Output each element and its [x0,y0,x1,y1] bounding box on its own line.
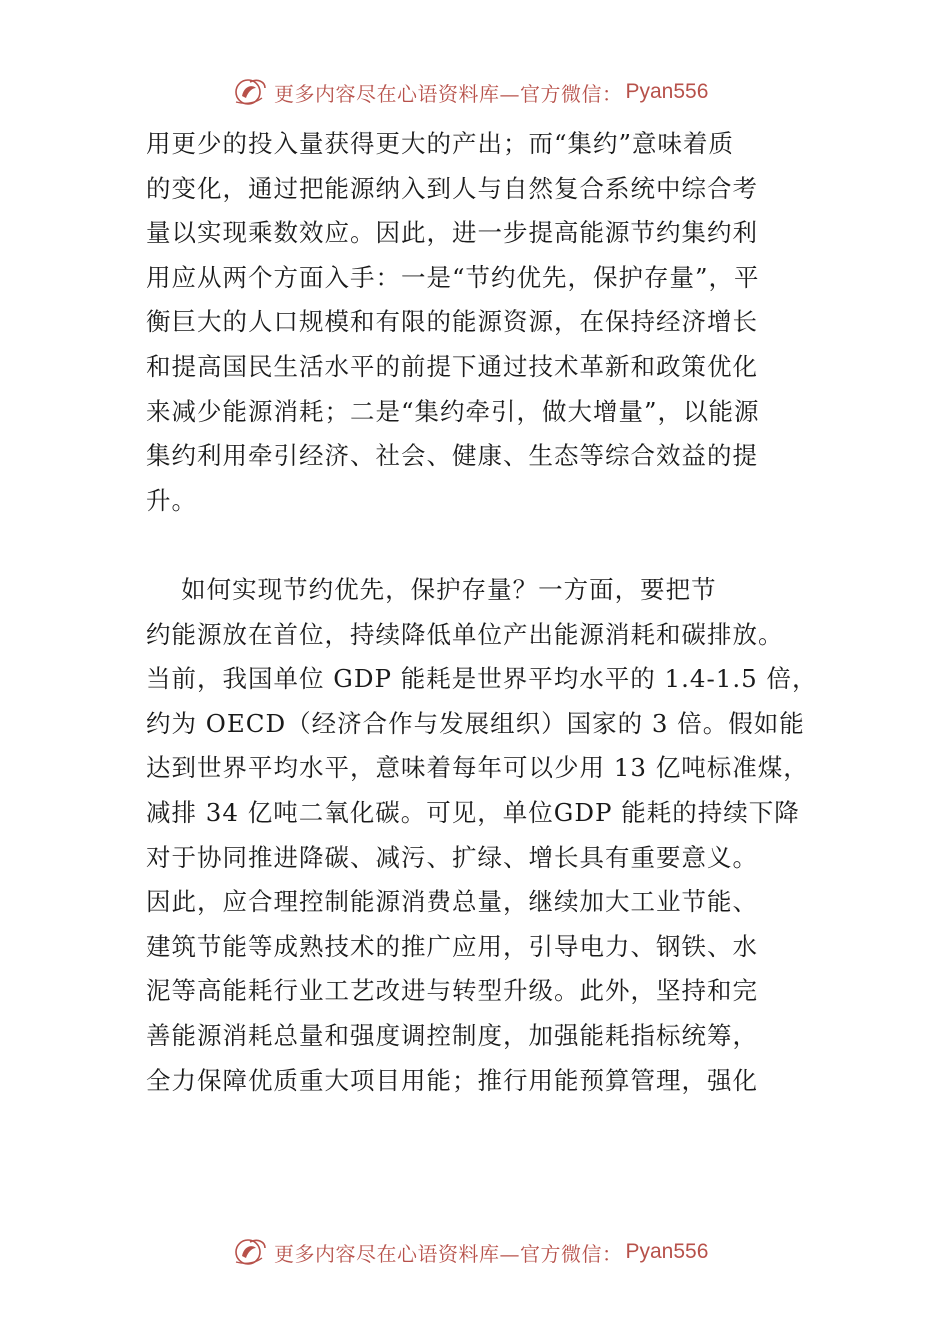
text-line: 建筑节能等成熟技术的推广应用，引导电力、钢铁、水 [146,931,758,961]
text-line: 善能源消耗总量和强度调控制度，加强能耗指标统筹， [146,1020,758,1050]
text-line: 和提高国民生活水平的前提下通过技术革新和政策优化 [146,351,758,381]
text-line: 达到世界平均水平，意味着每年可以少用 13 亿吨标准煤， [146,753,809,783]
watermark-text: 更多内容尽在心语资料库—官方微信： [274,81,623,106]
watermark-wechat-id: Pyan556 [625,80,709,103]
text-line: 约能源放在首位，持续降低单位产出能源消耗和碳排放。 [146,619,784,649]
text-line: 升。 [146,485,197,515]
footer-watermark [232,1234,708,1270]
header-watermark [232,74,708,110]
text-line: 用应从两个方面入手：一是“节约优先，保护存量”，平 [146,262,760,292]
library-logo-icon [232,74,268,110]
text-line: 来减少能源消耗；二是“集约牵引，做大增量”，以能源 [146,396,760,426]
text-line: 减排 34 亿吨二氧化碳。可见，单位GDP 能耗的持续下降 [146,797,800,827]
text-line: 如何实现节约优先，保护存量？一方面，要把节 [146,575,717,604]
text-line: 的变化，通过把能源纳入到人与自然复合系统中综合考 [146,173,758,203]
text-line: 衡巨大的人口规模和有限的能源资源，在保持经济增长 [146,307,758,337]
text-line: 当前，我国单位 GDP 能耗是世界平均水平的 1.4-1.5 倍， [146,664,818,694]
text-line: 约为 OECD（经济合作与发展组织）国家的 3 倍。假如能 [146,708,805,738]
paragraph-2 [146,568,818,1103]
text-line: 泥等高能耗行业工艺改进与转型升级。此外，坚持和完 [146,976,758,1006]
text-line: 集约利用牵引经济、社会、健康、生态等综合效益的提 [146,441,758,471]
text-line: 全力保障优质重大项目用能；推行用能预算管理，强化 [146,1065,758,1095]
text-line: 因此，应合理控制能源消费总量，继续加大工业节能、 [146,887,758,917]
text-line: 量以实现乘数效应。因此，进一步提高能源节约集约利 [146,218,758,248]
text-line: 对于协同推进降碳、减污、扩绿、增长具有重要意义。 [146,842,758,872]
library-logo-icon [232,1234,268,1270]
text-line: 用更少的投入量获得更大的产出；而“集约”意味着质 [146,129,735,158]
watermark-text: 更多内容尽在心语资料库—官方微信： [274,1241,623,1266]
paragraph-1 [146,122,818,523]
watermark-wechat-id: Pyan556 [625,1240,709,1263]
